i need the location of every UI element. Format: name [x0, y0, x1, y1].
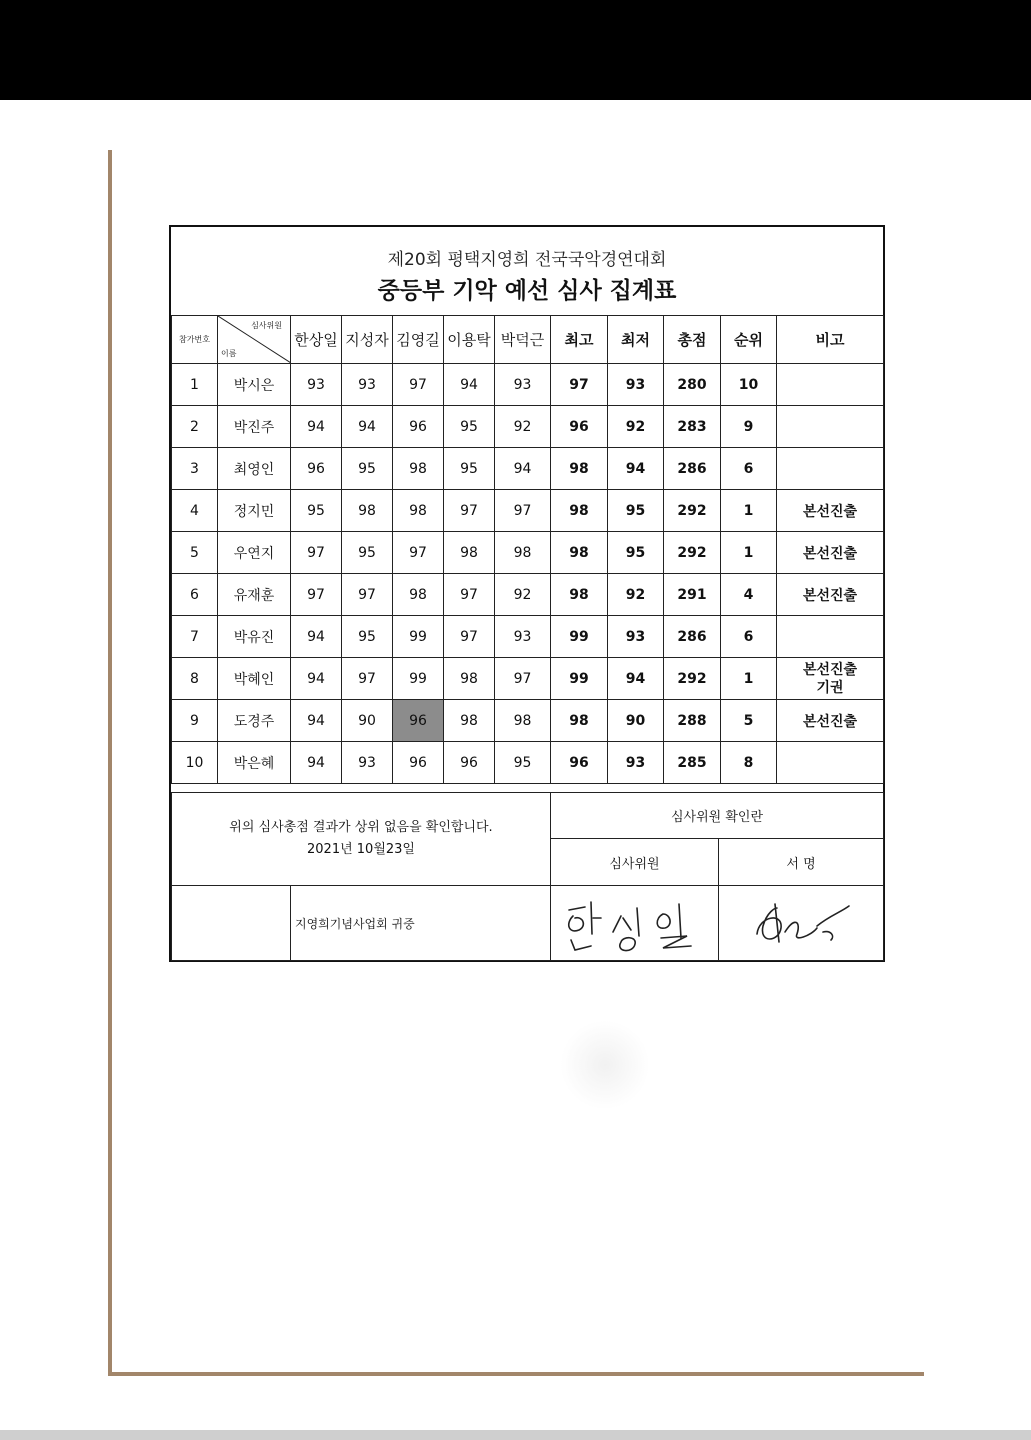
remarks: [777, 658, 884, 700]
score-judge-2: 98: [342, 490, 393, 532]
min-score: 92: [608, 574, 664, 616]
faint-stamp-smudge: [560, 1020, 650, 1110]
table-row: [172, 448, 884, 490]
min-score: 95: [608, 532, 664, 574]
max-score: 98: [551, 574, 608, 616]
remarks: [777, 742, 884, 784]
total-score: 285: [664, 742, 721, 784]
table-row: [172, 658, 884, 700]
score-judge-1: 97: [291, 532, 342, 574]
max-score: 96: [551, 406, 608, 448]
sheet-title-block: [171, 227, 883, 315]
max-score: 98: [551, 700, 608, 742]
remarks: [777, 448, 884, 490]
score-judge-4: 95: [444, 448, 495, 490]
contestant-name: 박유진: [218, 616, 291, 658]
score-judge-4: 95: [444, 406, 495, 448]
table-row: [172, 616, 884, 658]
entry-no: 10: [172, 742, 218, 784]
score-judge-2: 97: [342, 574, 393, 616]
remarks: 본선진출: [777, 490, 884, 532]
bottom-gray-bar: [0, 1430, 1031, 1440]
contestant-name: 박진주: [218, 406, 291, 448]
table-row: [172, 742, 884, 784]
contestant-name: 박시은: [218, 364, 291, 406]
score-judge-3: 99: [393, 616, 444, 658]
judge-name-handwritten: [551, 886, 719, 961]
header-max: 최고: [551, 316, 608, 364]
header-judge-name-diagonal: [218, 316, 291, 364]
total-score: 292: [664, 490, 721, 532]
min-score: 95: [608, 490, 664, 532]
min-score: 93: [608, 364, 664, 406]
rank: 1: [721, 490, 777, 532]
table-row: [172, 364, 884, 406]
max-score: 99: [551, 616, 608, 658]
rank: 1: [721, 658, 777, 700]
score-judge-2: 93: [342, 742, 393, 784]
score-judge-2: 94: [342, 406, 393, 448]
contestant-name: 도경주: [218, 700, 291, 742]
entry-no: 9: [172, 700, 218, 742]
blank-cell: [172, 886, 291, 961]
table-row: [172, 700, 884, 742]
score-judge-5: 98: [495, 532, 551, 574]
score-judge-2: 90: [342, 700, 393, 742]
score-judge-5: 95: [495, 742, 551, 784]
header-judge-1: 한상일: [291, 316, 342, 364]
score-judge-3: 96: [393, 406, 444, 448]
score-judge-4: 97: [444, 574, 495, 616]
rank: 6: [721, 448, 777, 490]
min-score: 93: [608, 616, 664, 658]
entry-no: 4: [172, 490, 218, 532]
total-score: 280: [664, 364, 721, 406]
score-judge-2: 95: [342, 616, 393, 658]
remarks-line-2: 기권: [816, 679, 844, 696]
table-row: [172, 574, 884, 616]
remarks: 본선진출: [777, 532, 884, 574]
max-score: 98: [551, 532, 608, 574]
sheet-title: 중등부 기악 예선 심사 집계표: [377, 278, 677, 304]
confirm-text: 위의 심사총점 결과가 상위 없음을 확인합니다.: [229, 820, 493, 835]
paper-left-edge: [108, 150, 112, 1376]
contestant-name: 박은혜: [218, 742, 291, 784]
header-judges-label: 심사위원: [251, 321, 282, 330]
entry-no: 7: [172, 616, 218, 658]
score-judge-1: 94: [291, 658, 342, 700]
confirmation-statement: [172, 793, 551, 886]
score-judge-1: 94: [291, 700, 342, 742]
max-score: 96: [551, 742, 608, 784]
confirm-row-1: [172, 793, 884, 839]
max-score: 99: [551, 658, 608, 700]
rank: 9: [721, 406, 777, 448]
score-table: [171, 315, 884, 784]
judge-column-label: 심사위원: [551, 839, 719, 886]
score-judge-4: 98: [444, 700, 495, 742]
table-header-row: [172, 316, 884, 364]
total-score: 286: [664, 616, 721, 658]
contestant-name: 유재훈: [218, 574, 291, 616]
score-judge-1: 96: [291, 448, 342, 490]
max-score: 97: [551, 364, 608, 406]
score-judge-3: 98: [393, 574, 444, 616]
contestant-name: 박혜인: [218, 658, 291, 700]
score-judge-5: 92: [495, 406, 551, 448]
confirmation-table: [171, 792, 884, 961]
sign-column-label: 서 명: [719, 839, 884, 886]
header-min: 최저: [608, 316, 664, 364]
header-total: 총점: [664, 316, 721, 364]
header-judge-2: 지성자: [342, 316, 393, 364]
top-black-bar: [0, 0, 1031, 100]
header-name-label: 이름: [221, 349, 237, 358]
score-judge-4: 94: [444, 364, 495, 406]
min-score: 92: [608, 406, 664, 448]
rank: 6: [721, 616, 777, 658]
max-score: 98: [551, 448, 608, 490]
header-remarks: 비고: [777, 316, 884, 364]
score-judge-4: 98: [444, 658, 495, 700]
entry-no: 2: [172, 406, 218, 448]
min-score: 94: [608, 658, 664, 700]
min-score: 90: [608, 700, 664, 742]
score-judge-2: 95: [342, 448, 393, 490]
total-score: 292: [664, 532, 721, 574]
entry-no: 5: [172, 532, 218, 574]
competition-subtitle: 제20회 평택지영희 전국국악경연대회: [387, 250, 667, 270]
remarks: [777, 406, 884, 448]
score-judge-3: 99: [393, 658, 444, 700]
entry-no: 3: [172, 448, 218, 490]
judge-confirm-box-title: 심사위원 확인란: [551, 793, 884, 839]
score-judge-4: 98: [444, 532, 495, 574]
table-row: [172, 532, 884, 574]
table-row: [172, 490, 884, 532]
score-judge-4: 97: [444, 490, 495, 532]
remarks: 본선진출: [777, 574, 884, 616]
contestant-name: 최영인: [218, 448, 291, 490]
score-judge-5: 97: [495, 658, 551, 700]
rank: 4: [721, 574, 777, 616]
remarks: [777, 616, 884, 658]
score-judge-4: 97: [444, 616, 495, 658]
score-judge-3-shaded: 96: [393, 700, 444, 742]
score-judge-5: 93: [495, 364, 551, 406]
rank: 5: [721, 700, 777, 742]
score-judge-5: 94: [495, 448, 551, 490]
score-judge-3: 97: [393, 364, 444, 406]
score-judge-1: 93: [291, 364, 342, 406]
min-score: 94: [608, 448, 664, 490]
entry-no: 8: [172, 658, 218, 700]
score-judge-3: 98: [393, 448, 444, 490]
score-judge-1: 94: [291, 742, 342, 784]
score-judge-5: 98: [495, 700, 551, 742]
total-score: 292: [664, 658, 721, 700]
signature: [719, 886, 884, 961]
confirm-date: 2021년 10월23일: [307, 842, 415, 857]
confirm-row-3: [172, 886, 884, 961]
min-score: 93: [608, 742, 664, 784]
score-judge-5: 93: [495, 616, 551, 658]
contestant-name: 정지민: [218, 490, 291, 532]
score-judge-2: 93: [342, 364, 393, 406]
header-judge-4: 이용탁: [444, 316, 495, 364]
rank: 1: [721, 532, 777, 574]
table-row: [172, 406, 884, 448]
entry-no: 1: [172, 364, 218, 406]
rank: 10: [721, 364, 777, 406]
header-judge-3: 김영길: [393, 316, 444, 364]
score-judge-5: 92: [495, 574, 551, 616]
signature-image: [719, 886, 884, 960]
score-judge-3: 98: [393, 490, 444, 532]
score-judge-5: 97: [495, 490, 551, 532]
contestant-name: 우연지: [218, 532, 291, 574]
total-score: 288: [664, 700, 721, 742]
remarks: 본선진출: [777, 700, 884, 742]
score-judge-4: 96: [444, 742, 495, 784]
paper-bottom-edge: [108, 1372, 924, 1376]
remarks-line-1: 본선진출: [802, 661, 858, 678]
max-score: 98: [551, 490, 608, 532]
score-judge-1: 94: [291, 406, 342, 448]
score-judge-2: 97: [342, 658, 393, 700]
score-judge-2: 95: [342, 532, 393, 574]
score-judge-1: 94: [291, 616, 342, 658]
handwritten-name-image: [551, 886, 719, 960]
score-sheet: [169, 225, 885, 962]
score-judge-1: 97: [291, 574, 342, 616]
score-judge-1: 95: [291, 490, 342, 532]
recipient: 지영희기념사업회 귀중: [291, 886, 551, 961]
entry-no: 6: [172, 574, 218, 616]
total-score: 286: [664, 448, 721, 490]
header-judge-5: 박덕근: [495, 316, 551, 364]
remarks: [777, 364, 884, 406]
header-entry-no: 참가번호: [172, 316, 218, 364]
rank: 8: [721, 742, 777, 784]
total-score: 283: [664, 406, 721, 448]
score-judge-3: 96: [393, 742, 444, 784]
total-score: 291: [664, 574, 721, 616]
header-rank: 순위: [721, 316, 777, 364]
score-judge-3: 97: [393, 532, 444, 574]
